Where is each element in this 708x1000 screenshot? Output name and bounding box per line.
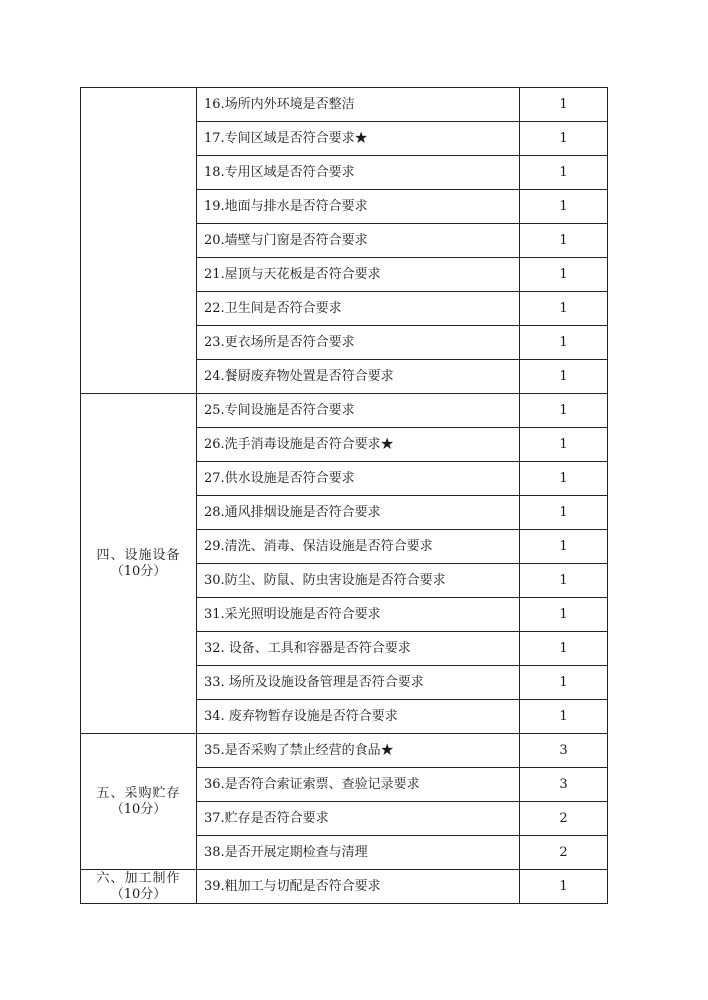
item-text: 16.场所内外环境是否整洁 (197, 88, 520, 122)
item-score: 1 (520, 258, 608, 292)
item-score: 1 (520, 190, 608, 224)
item-score: 1 (520, 530, 608, 564)
item-text: 32. 设备、工具和容器是否符合要求 (197, 632, 520, 666)
item-text: 31.采光照明设施是否符合要求 (197, 598, 520, 632)
item-score: 3 (520, 768, 608, 802)
item-text: 26.洗手消毒设施是否符合要求★ (197, 428, 520, 462)
item-text: 34. 废弃物暂存设施是否符合要求 (197, 700, 520, 734)
category-points: （10分） (110, 886, 167, 902)
item-text: 17.专间区域是否符合要求★ (197, 122, 520, 156)
item-score: 1 (520, 156, 608, 190)
item-score: 2 (520, 836, 608, 870)
item-text: 39.粗加工与切配是否符合要求 (197, 870, 520, 904)
table-row (81, 88, 608, 122)
item-score: 1 (520, 462, 608, 496)
item-text: 37.贮存是否符合要求 (197, 802, 520, 836)
item-text: 29.清洗、消毒、保洁设施是否符合要求 (197, 530, 520, 564)
item-text: 38.是否开展定期检查与清理 (197, 836, 520, 870)
item-score: 1 (520, 88, 608, 122)
item-score: 1 (520, 870, 608, 904)
category-points: （10分） (110, 801, 167, 817)
item-score: 1 (520, 428, 608, 462)
item-text: 28.通风排烟设施是否符合要求 (197, 496, 520, 530)
item-text: 27.供水设施是否符合要求 (197, 462, 520, 496)
item-score: 1 (520, 326, 608, 360)
item-score: 2 (520, 802, 608, 836)
item-score: 1 (520, 700, 608, 734)
category-cell (81, 734, 197, 870)
item-score: 1 (520, 292, 608, 326)
category-name: 五、采购贮存 (96, 785, 181, 801)
item-score: 1 (520, 360, 608, 394)
item-score: 1 (520, 598, 608, 632)
category-cell (81, 870, 197, 904)
item-text: 36.是否符合索证索票、查验记录要求 (197, 768, 520, 802)
category-name: 四、设施设备 (96, 547, 181, 563)
item-text: 21.屋顶与天花板是否符合要求 (197, 258, 520, 292)
item-text: 23.更衣场所是否符合要求 (197, 326, 520, 360)
table-row (81, 870, 608, 904)
table-row (81, 734, 608, 768)
item-score: 3 (520, 734, 608, 768)
category-cell (81, 394, 197, 734)
item-score: 1 (520, 224, 608, 258)
item-text: 33. 场所及设施设备管理是否符合要求 (197, 666, 520, 700)
item-text: 20.墙壁与门窗是否符合要求 (197, 224, 520, 258)
item-text: 30.防尘、防鼠、防虫害设施是否符合要求 (197, 564, 520, 598)
category-points: （10分） (110, 563, 167, 579)
item-text: 35.是否采购了禁止经营的食品★ (197, 734, 520, 768)
item-score: 1 (520, 632, 608, 666)
item-text: 18.专用区域是否符合要求 (197, 156, 520, 190)
item-score: 1 (520, 496, 608, 530)
item-text: 19.地面与排水是否符合要求 (197, 190, 520, 224)
item-text: 22.卫生间是否符合要求 (197, 292, 520, 326)
item-score: 1 (520, 122, 608, 156)
item-score: 1 (520, 564, 608, 598)
inspection-table (80, 87, 608, 904)
inspection-table-body (81, 88, 608, 904)
category-cell (81, 88, 197, 394)
item-score: 1 (520, 394, 608, 428)
item-score: 1 (520, 666, 608, 700)
category-name: 六、加工制作 (96, 870, 181, 886)
item-text: 25.专间设施是否符合要求 (197, 394, 520, 428)
item-text: 24.餐厨废弃物处置是否符合要求 (197, 360, 520, 394)
table-row (81, 394, 608, 428)
